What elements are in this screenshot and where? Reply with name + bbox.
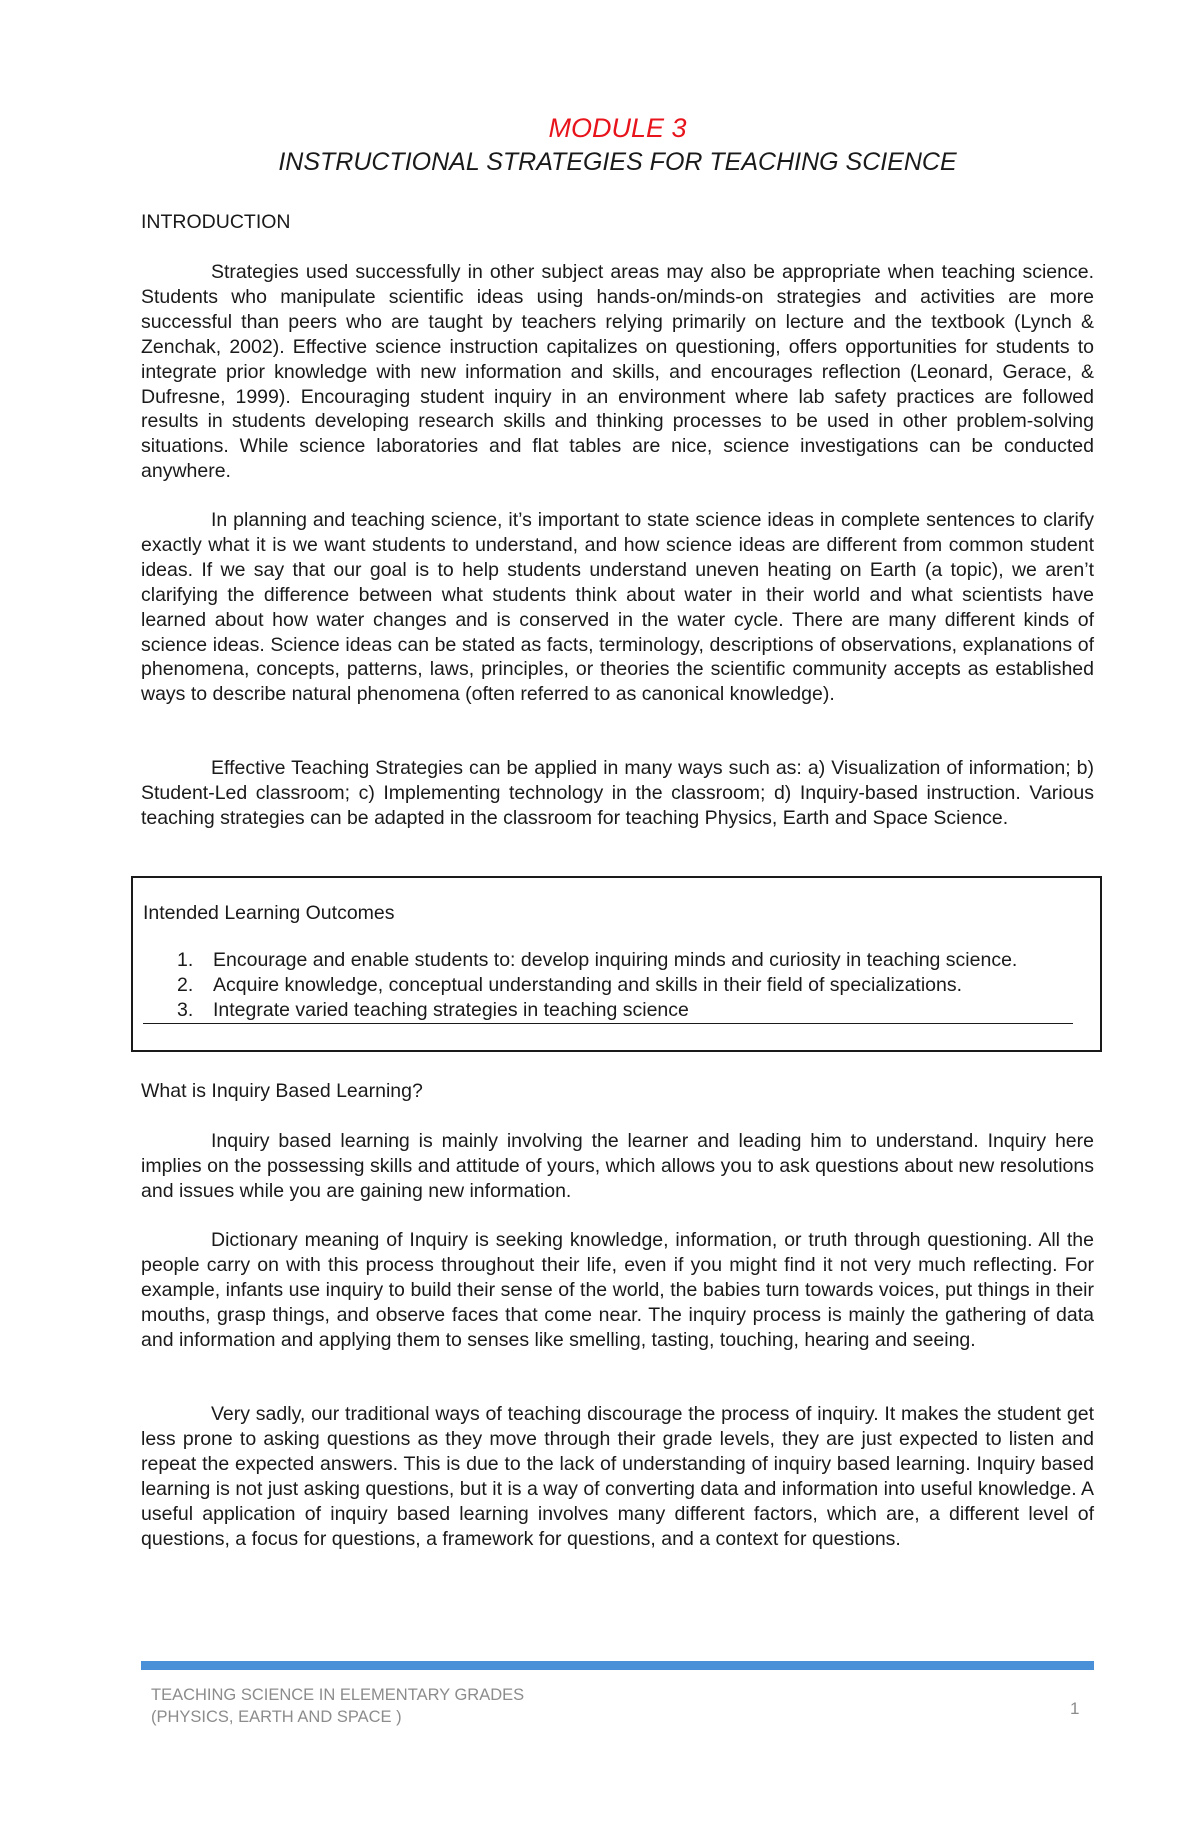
footer-divider <box>141 1661 1094 1670</box>
list-item-text: Acquire knowledge, conceptual understanding and skills in their field of specializations. <box>213 973 963 996</box>
intro-paragraph-1: Strategies used successfully in other subject areas may also be appropriate when teaching science. Students who manipulate scientific ideas using hands-on/minds-on strategies and activities are more successful than peers who are taught by teachers relying primarily on lecture and the textbook (Lynch & Zenchak, 2002). Effective science instruction capitalizes on questioning, offers opportunities for students to integrate prior knowledge with new information and skills, and encourages reflection (Leonard, Gerace, & Dufresne, 1999). Encouraging student inquiry in an environment where lab safety practices are followed results in students developing research skills and thinking processes to be used in other problem-solving situations. While science laboratories and flat tables are nice, science investigations can be conducted anywhere. <box>141 261 1094 483</box>
learning-outcomes-box <box>131 876 1102 1052</box>
page-number: 1 <box>1070 1699 1080 1718</box>
module-subtitle: INSTRUCTIONAL STRATEGIES FOR TEACHING SCIENCE <box>278 148 957 176</box>
inquiry-paragraph-2: Dictionary meaning of Inquiry is seeking knowledge, information, or truth through questioning. All the people carry on with this process throughout their life, even if you might find it not very much reflecting. For example, infants use inquiry to build their sense of the world, the babies turn towards voices, put things in their mouths, grasp things, and observe faces that come near. The inquiry process is mainly the gathering of data and information and applying them to senses like smelling, tasting, touching, hearing and seeing. <box>141 1229 1094 1351</box>
list-number: 2. <box>177 973 194 996</box>
learning-outcomes-list <box>143 948 1073 1024</box>
intro-paragraph-2: In planning and teaching science, it’s important to state science ideas in complete sentences to clarify exactly what it is we want students to understand, and how science ideas are different from common student ideas. If we say that our goal is to help students understand uneven heating on Earth (a topic), we aren’t clarifying the difference between what students think about water in their world and what scientists have learned about how water changes and is conserved in the water cycle. There are many different kinds of science ideas. Science ideas can be stated as facts, terminology, descriptions of observations, explanations of phenomena, concepts, patterns, laws, principles, or theories the scientific community accepts as established ways to describe natural phenomena (often referred to as canonical knowledge). <box>141 509 1094 706</box>
list-item <box>143 998 1073 1024</box>
learning-outcomes-title: Intended Learning Outcomes <box>143 902 395 924</box>
footer-course-title <box>151 1684 524 1728</box>
footer-line-1: TEACHING SCIENCE IN ELEMENTARY GRADES <box>151 1686 525 1704</box>
module-title: MODULE 3 <box>548 113 687 143</box>
list-number: 1. <box>177 949 194 971</box>
list-item-text: Integrate varied teaching strategies in teaching science <box>213 998 689 1021</box>
list-item <box>143 948 1073 973</box>
list-item-text: Encourage and enable students to: develop inquiring minds and curiosity in teaching science. <box>213 949 1018 971</box>
introduction-heading: INTRODUCTION <box>141 211 291 233</box>
footer-line-2: (PHYSICS, EARTH AND SPACE ) <box>151 1708 402 1726</box>
list-number: 3. <box>177 998 194 1021</box>
inquiry-paragraph-1: Inquiry based learning is mainly involving the learner and leading him to understand. Inquiry here implies on the possessing skills and attitude of yours, which allows you to ask questions about new resolutions and issues while you are gaining new information. <box>141 1130 1094 1202</box>
list-item <box>143 973 1073 998</box>
inquiry-paragraph-3: Very sadly, our traditional ways of teaching discourage the process of inquiry. It makes the student get less prone to asking questions as they move through their grade levels, they are just expected to listen and repeat the expected answers. This is due to the lack of understanding of inquiry based learning. Inquiry based learning is not just asking questions, but it is a way of converting data and information into useful knowledge. A useful application of inquiry based learning involves many different factors, which are, a different level of questions, a focus for questions, a framework for questions, and a context for questions. <box>141 1403 1094 1550</box>
inquiry-heading: What is Inquiry Based Learning? <box>141 1080 423 1102</box>
intro-paragraph-3: Effective Teaching Strategies can be applied in many ways such as: a) Visualization of information; b) Student-Led classroom; c) Implementing technology in the classroom; d) Inquiry-based instruction. Various teaching strategies can be adapted in the classroom for teaching Physics, Earth and Space Science. <box>141 757 1094 829</box>
